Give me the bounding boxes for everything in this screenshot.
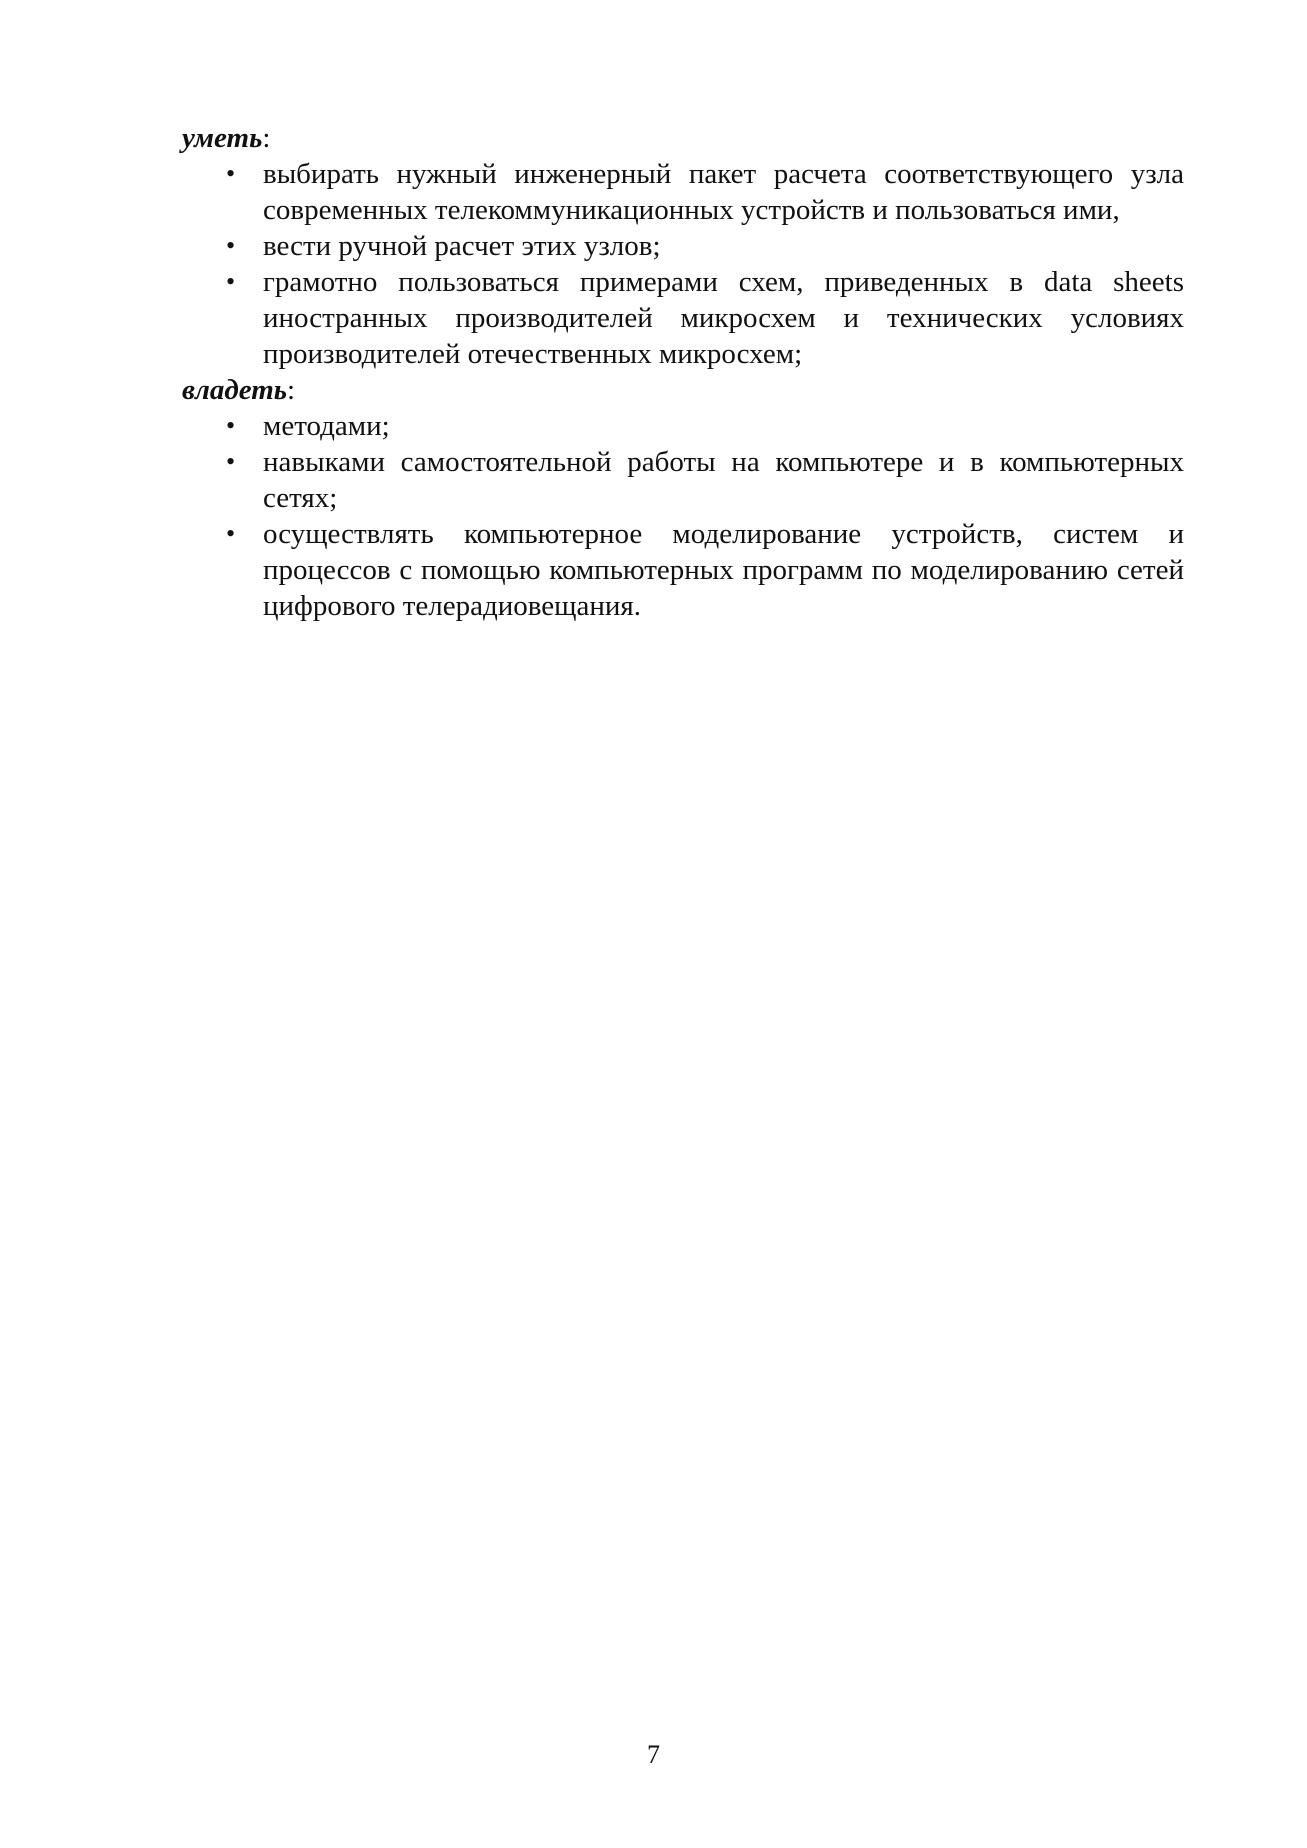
list-item [182, 408, 1184, 444]
bullet-icon: • [226, 447, 236, 476]
section-heading-label: владеть [182, 374, 288, 406]
section-heading-umet [182, 120, 1184, 156]
list-item [182, 516, 1184, 624]
list-item-text: осуществлять компьютерное моделирование устройств, систем и процессов с помощью компьютерных программ по моделированию сетей цифрового телерадиовещания. [263, 518, 1184, 622]
heading-colon: : [287, 374, 296, 406]
list-item-text: навыками самостоятельной работы на компьютере и в компьютерных сетях; [263, 446, 1184, 514]
list-item [182, 156, 1184, 228]
page-content [182, 120, 1184, 624]
list-item-text: грамотно пользоваться примерами схем, приведенных в data sheets иностранных производителей микросхем и технических условиях производителей отечественных микросхем; [263, 266, 1184, 370]
list-item-text: методами; [263, 410, 390, 442]
list-item-text: вести ручной расчет этих узлов; [263, 230, 661, 262]
bullet-icon: • [226, 159, 236, 188]
heading-colon: : [262, 122, 271, 154]
skills-list-vladet [182, 408, 1184, 624]
bullet-icon: • [226, 519, 236, 548]
bullet-icon: • [226, 231, 236, 260]
list-item [182, 444, 1184, 516]
list-item [182, 228, 1184, 264]
list-item [182, 264, 1184, 372]
bullet-icon: • [226, 411, 236, 440]
section-heading-label: уметь [182, 122, 263, 154]
bullet-icon: • [226, 267, 236, 296]
section-heading-vladet [182, 372, 1184, 408]
list-item-text: выбирать нужный инженерный пакет расчета соответствующего узла современных телекоммуникационных устройств и пользоваться ими, [263, 158, 1184, 226]
skills-list-umet [182, 156, 1184, 372]
page-number: 7 [647, 1740, 660, 1769]
